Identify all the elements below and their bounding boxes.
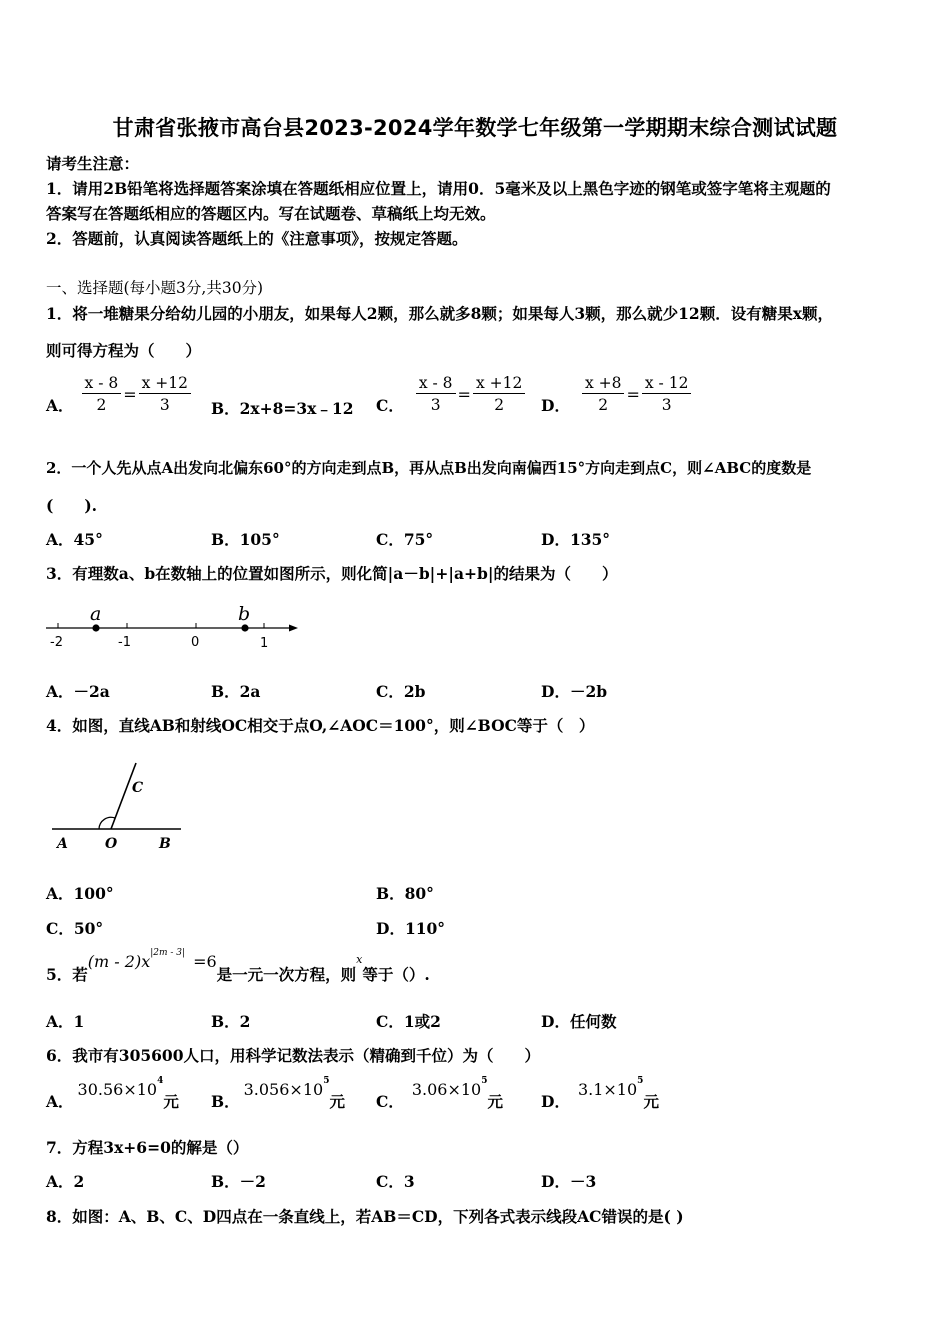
q4-option-a: A．100° [46, 884, 114, 903]
q2-option-c: C．75° [376, 530, 434, 549]
q6-stem: 6．我市有305600人口，用科学记数法表示（精确到千位）为（ ） [46, 1046, 540, 1065]
label-b-point: B [159, 836, 171, 852]
q5-prefix: 5．若 [46, 965, 88, 984]
q1-c-num2: x +12 [473, 374, 525, 394]
q6-option-a [46, 1075, 179, 1111]
q6-c-label: C． [376, 1092, 404, 1111]
q2-stem-line1: 2．一个人先从点A出发向北偏东60°的方向走到点B，再从点B出发向南偏西15°方向走到点C，则∠ABC的度数是 [46, 459, 812, 477]
q7-option-d: D．－3 [541, 1172, 597, 1191]
label-c: C [132, 780, 144, 796]
q3-option-a: A．－2a [46, 682, 110, 701]
q5-var: x [356, 953, 363, 966]
page-title: 甘肃省张掖市高台县2023-2024学年数学七年级第一学期期末综合测试试题 [112, 116, 838, 140]
notice-line-2: 2．答题前，认真阅读答题纸上的《注意事项》，按规定答题。 [46, 229, 468, 248]
q5-option-a: A．1 [46, 1012, 85, 1031]
q1-option-a [46, 372, 191, 416]
label-m2: -2 [50, 635, 63, 650]
section-heading: 一、选择题(每小题3分,共30分) [46, 279, 264, 297]
q5-mid: 是一元一次方程，则 [216, 965, 357, 984]
notice-line-1b: 答案写在答题纸相应的答题区内。写在试题卷、草稿纸上均无效。 [46, 204, 496, 223]
q1-c-frac1 [416, 374, 456, 414]
q7-option-c: C．3 [376, 1172, 415, 1191]
q5-option-b: B．2 [211, 1012, 251, 1031]
q4-option-d: D．110° [376, 919, 446, 938]
q2-option-d: D．135° [541, 530, 611, 549]
ray-oc [111, 763, 136, 829]
q6-c-unit: 元 [487, 1092, 504, 1111]
q1-a-den2: 3 [159, 396, 170, 414]
q5-stem [46, 947, 430, 984]
q1-d-label: D． [541, 396, 570, 415]
q1-c-label: C． [376, 396, 404, 415]
q3-option-d: D．－2b [541, 682, 608, 701]
q1-c-eq: = [457, 384, 471, 404]
label-m1: -1 [118, 635, 131, 650]
q1-option-b: B．2x+8=3x﹣12 [211, 399, 354, 418]
label-a-point: A [57, 836, 68, 852]
q1-d-den1: 2 [598, 396, 609, 414]
q1-option-d [541, 372, 691, 416]
q5-exponent: |2m - 3| [150, 947, 186, 958]
q6-b-label: B． [211, 1092, 240, 1111]
q1-c-num1: x - 8 [416, 374, 456, 394]
q1-d-num1: x +8 [582, 374, 625, 394]
label-1: 1 [260, 636, 269, 651]
q6-d-label: D． [541, 1092, 570, 1111]
q4-stem: 4．如图，直线AB和射线OC相交于点O,∠AOC＝100°，则∠BOC等于（ ） [46, 716, 595, 735]
q4-angle-figure [44, 758, 194, 858]
q6-option-b [211, 1075, 345, 1111]
point-b [241, 624, 248, 631]
q7-option-a: A．2 [46, 1172, 85, 1191]
q1-c-den2: 2 [494, 396, 505, 414]
q6-c-exp: 5 [481, 1075, 488, 1086]
q1-d-frac1 [582, 374, 625, 414]
q1-a-den1: 2 [96, 396, 107, 414]
label-a: a [90, 603, 102, 625]
q5-rhs: =6 [193, 952, 217, 971]
q1-a-num2: x +12 [139, 374, 191, 394]
notice-heading: 请考生注意： [46, 154, 140, 173]
q6-d-exp: 5 [637, 1075, 644, 1086]
q7-stem: 7．方程3x+6=0的解是（） [46, 1138, 249, 1157]
q7-option-b: B．－2 [211, 1172, 266, 1191]
label-b: b [238, 603, 251, 625]
q1-c-den1: 3 [430, 396, 441, 414]
q6-b-exp: 5 [323, 1075, 330, 1086]
q6-a-value: 30.56×10 [77, 1080, 158, 1099]
label-o: O [105, 836, 118, 852]
q6-c-value: 3.06×10 [411, 1080, 482, 1099]
q1-c-frac2 [473, 374, 525, 414]
number-line-arrow [289, 625, 298, 632]
q3-stem: 3．有理数a、b在数轴上的位置如图所示，则化简|a－b|+|a+b|的结果为（ ） [46, 564, 618, 583]
q6-a-label: A． [46, 1092, 74, 1111]
label-0: 0 [191, 635, 200, 650]
q1-a-eq: = [123, 384, 137, 404]
q1-stem-line2: 则可得方程为（ ） [46, 341, 202, 360]
q5-option-c: C．1或2 [376, 1012, 441, 1031]
q6-b-value: 3.056×10 [243, 1080, 324, 1099]
q2-option-a: A．45° [46, 530, 103, 549]
q1-stem-line1: 1．将一堆糖果分给幼儿园的小朋友，如果每人2颗，那么就多8颗；如果每人3颗，那么就少12颗．设有糖果x颗， [46, 304, 833, 323]
q5-expr: (m - 2)x [87, 952, 151, 971]
q3-option-c: C．2b [376, 682, 426, 701]
q6-b-unit: 元 [329, 1092, 345, 1111]
q3-option-b: B．2a [211, 682, 261, 701]
point-a [92, 624, 99, 631]
q3-number-line-figure [40, 598, 310, 658]
q6-option-d [541, 1075, 659, 1111]
q2-stem-line2: ( ). [46, 496, 98, 515]
q1-a-frac2 [139, 374, 191, 414]
q5-suffix: 等于（）. [362, 965, 430, 984]
q1-option-c [376, 372, 525, 416]
q1-a-num1: x - 8 [82, 374, 122, 394]
q1-a-frac1 [82, 374, 122, 414]
q1-a-label: A． [46, 396, 74, 415]
q4-option-c: C．50° [46, 919, 104, 938]
q1-d-num2: x - 12 [642, 374, 692, 394]
q1-d-frac2 [642, 374, 692, 414]
q6-d-value: 3.1×10 [577, 1080, 638, 1099]
q1-d-den2: 3 [661, 396, 672, 414]
q6-a-exp: 4 [157, 1075, 164, 1086]
q1-d-eq: = [626, 384, 640, 404]
q8-stem: 8．如图：A、B、C、D四点在一条直线上，若AB＝CD，下列各式表示线段AC错误的是( ) [46, 1207, 684, 1226]
q4-option-b: B．80° [376, 884, 434, 903]
q6-option-c [376, 1075, 504, 1111]
notice-line-1a: 1．请用2B铅笔将选择题答案涂填在答题纸相应位置上，请用0．5毫米及以上黑色字迹的钢笔或签字笔将主观题的 [46, 179, 831, 198]
q6-a-unit: 元 [163, 1092, 179, 1111]
q6-d-unit: 元 [643, 1092, 659, 1111]
q2-option-b: B．105° [211, 530, 280, 549]
q5-option-d: D．任何数 [541, 1012, 617, 1031]
